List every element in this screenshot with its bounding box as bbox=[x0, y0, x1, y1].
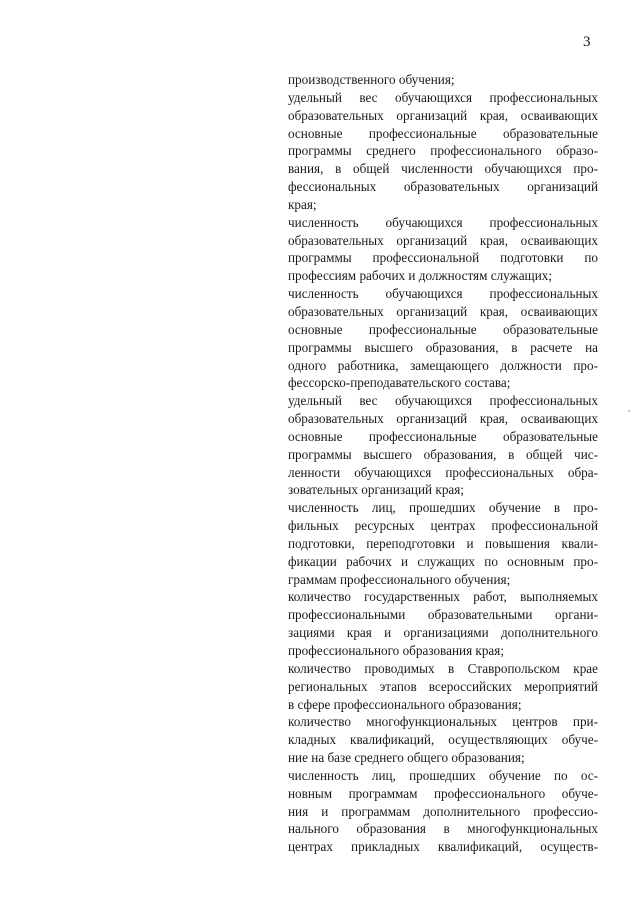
text-line: новным программам профессионального обуче- bbox=[288, 785, 598, 801]
text-line: количество государственных работ, выполняемых bbox=[288, 589, 598, 605]
text-line: образовательных организаций края, осваивающих bbox=[288, 303, 598, 319]
text-line: ленности обучающихся профессиональных обра- bbox=[288, 464, 598, 480]
text-line: вания, в общей численности обучающихся про- bbox=[288, 161, 598, 177]
text-line: программы высшего образования, в общей чис- bbox=[288, 446, 598, 462]
page-number: 3 bbox=[583, 34, 591, 50]
text-line: основные профессиональные образовательные bbox=[288, 125, 598, 141]
text-line: профессиональными образовательными органи- bbox=[288, 607, 598, 623]
text-line: образовательных организаций края, осваивающих bbox=[288, 411, 598, 427]
text-line: граммам профессионального обучения; bbox=[288, 571, 511, 587]
text-line: зациями края и организациями дополнительного bbox=[288, 625, 598, 641]
text-line: зовательных организаций края; bbox=[288, 482, 464, 498]
text-line: профессионального образования края; bbox=[288, 643, 505, 658]
text-line: удельный вес обучающихся профессиональных bbox=[288, 393, 598, 409]
text-line: нального образования в многофункциональных bbox=[288, 821, 598, 837]
text-line: фессорско-преподавательского состава; bbox=[288, 375, 511, 391]
text-line: численность обучающихся профессиональных bbox=[288, 214, 598, 230]
text-line: ния и программам дополнительного профессио- bbox=[288, 803, 598, 819]
text-line: количество многофункциональных центров при- bbox=[288, 714, 598, 730]
text-line: количество проводимых в Ставропольском крае bbox=[288, 660, 598, 676]
text-line: профессиям рабочих и должностям служащих; bbox=[288, 268, 553, 284]
text-line: производственного обучения; bbox=[288, 72, 455, 87]
text-line: образовательных организаций края, осваивающих bbox=[288, 232, 598, 248]
text-line: удельный вес обучающихся профессиональных bbox=[288, 89, 598, 105]
text-line: одного работника, замещающего должности про- bbox=[288, 357, 598, 373]
text-line: образовательных организаций края, осваивающих bbox=[288, 107, 598, 123]
text-line: кладных квалификаций, осуществляющих обуче- bbox=[288, 732, 598, 748]
text-line: фильных ресурсных центрах профессиональной bbox=[288, 518, 598, 534]
text-line: фессиональных образовательных организаций bbox=[288, 179, 598, 195]
body-text bbox=[288, 71, 598, 856]
text-line: региональных этапов всероссийских мероприятий bbox=[288, 678, 598, 694]
scan-artifact-dot bbox=[628, 410, 630, 412]
text-line: основные профессиональные образовательные bbox=[288, 321, 598, 337]
text-line: основные профессиональные образовательные bbox=[288, 428, 598, 444]
text-line: края; bbox=[288, 196, 317, 212]
text-line: численность обучающихся профессиональных bbox=[288, 286, 598, 302]
text-line: центрах прикладных квалификаций, осуществ- bbox=[288, 839, 598, 855]
text-line: программы среднего профессионального образо- bbox=[288, 143, 598, 159]
text-line: численность лиц, прошедших обучение по ос- bbox=[288, 767, 598, 783]
text-line: в сфере профессионального образования; bbox=[288, 696, 522, 712]
text-line: ние на базе среднего общего образования; bbox=[288, 750, 525, 766]
text-line: программы высшего образования, в расчете на bbox=[288, 339, 598, 355]
text-line: фикации рабочих и служащих по основным про- bbox=[288, 553, 598, 569]
text-line: программы профессиональной подготовки по bbox=[288, 250, 598, 266]
text-line: численность лиц, прошедших обучение в про- bbox=[288, 500, 598, 516]
text-line: подготовки, переподготовки и повышения квали- bbox=[288, 535, 598, 551]
